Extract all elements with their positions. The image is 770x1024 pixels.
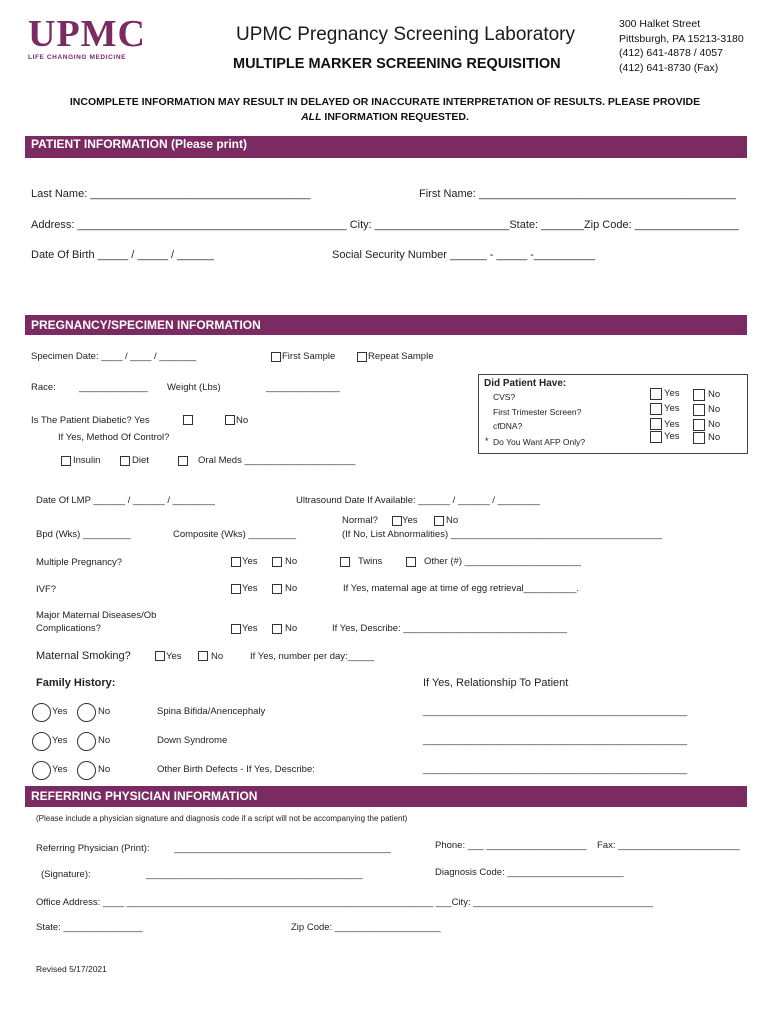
afp-only-label: Do You Want AFP Only? (493, 437, 586, 447)
logo-text: UPMC (28, 13, 146, 55)
physician-print-field[interactable]: _________________________________________ (174, 843, 391, 854)
major-diseases-yes-label: Yes (242, 623, 258, 634)
physician-info-heading: REFERRING PHYSICIAN INFORMATION (25, 786, 747, 807)
cvs-yes-checkbox[interactable] (650, 388, 662, 400)
down-syndrome-no-radio[interactable] (77, 732, 96, 751)
insulin-checkbox[interactable] (61, 456, 71, 466)
other-defects-yes-radio[interactable] (32, 761, 51, 780)
spina-bifida-no-label: No (98, 706, 111, 717)
down-syndrome-relationship-field[interactable]: __________________________________________________ (423, 735, 688, 746)
cfdna-yes-checkbox[interactable] (650, 418, 662, 430)
first-sample-checkbox[interactable] (271, 352, 281, 362)
composite-field[interactable]: Composite (Wks) _________ (173, 529, 297, 540)
major-diseases-no-checkbox[interactable] (272, 624, 282, 634)
smoking-yes-label: Yes (166, 651, 182, 662)
physician-fax-field[interactable]: Fax: _______________________ (597, 840, 740, 851)
major-diseases-no-label: No (285, 623, 298, 634)
cvs-no-label: No (708, 389, 721, 400)
ssn-field[interactable]: Social Security Number ______ - _____ -__________ (332, 249, 595, 261)
method-of-control-label: If Yes, Method Of Control? (58, 432, 170, 443)
notice-all-word: ALL (301, 111, 322, 123)
major-diseases-describe-field[interactable]: If Yes, Describe: _______________________________ (332, 623, 568, 634)
smoking-per-day-field[interactable]: If Yes, number per day:_____ (250, 651, 375, 662)
repeat-sample-label: Repeat Sample (368, 351, 434, 362)
multiple-pregnancy-label: Multiple Pregnancy? (36, 557, 123, 568)
first-trimester-no-label: No (708, 404, 721, 415)
afp-yes-label: Yes (664, 431, 680, 442)
diabetic-no-label: No (236, 415, 249, 426)
down-syndrome-no-label: No (98, 735, 111, 746)
egg-retrieval-age-field[interactable]: If Yes, maternal age at time of egg retrieval__________. (343, 583, 580, 594)
major-diseases-yes-checkbox[interactable] (231, 624, 241, 634)
upmc-logo (28, 13, 146, 61)
maternal-smoking-label: Maternal Smoking? (36, 650, 131, 662)
lab-address (619, 17, 744, 75)
multiple-yes-checkbox[interactable] (231, 557, 241, 567)
race-field[interactable]: _____________ (79, 382, 148, 393)
cvs-no-checkbox[interactable] (693, 389, 705, 401)
bpd-field[interactable]: Bpd (Wks) _________ (36, 529, 131, 540)
down-syndrome-label: Down Syndrome (157, 735, 228, 746)
smoking-no-checkbox[interactable] (198, 651, 208, 661)
notice (40, 95, 730, 125)
first-sample-label: First Sample (282, 351, 336, 362)
down-syndrome-yes-radio[interactable] (32, 732, 51, 751)
oral-meds-checkbox[interactable] (178, 456, 188, 466)
address-city: Pittsburgh, PA 15213-3180 (619, 32, 744, 45)
insulin-label: Insulin (73, 455, 101, 466)
afp-no-checkbox[interactable] (693, 432, 705, 444)
diet-label: Diet (132, 455, 149, 466)
cfdna-no-label: No (708, 419, 721, 430)
first-trimester-no-checkbox[interactable] (693, 404, 705, 416)
normal-no-checkbox[interactable] (434, 516, 444, 526)
normal-yes-checkbox[interactable] (392, 516, 402, 526)
weight-field[interactable]: ______________ (266, 382, 340, 393)
notice-line2 (40, 110, 730, 125)
smoking-no-label: No (211, 651, 224, 662)
spina-bifida-relationship-field[interactable]: __________________________________________________ (423, 706, 688, 717)
spina-bifida-label: Spina Bifida/Anencephaly (157, 706, 266, 717)
diagnosis-code-field[interactable]: Diagnosis Code: ______________________ (435, 867, 624, 878)
twins-label: Twins (358, 556, 383, 567)
diet-checkbox[interactable] (120, 456, 130, 466)
first-trimester-yes-label: Yes (664, 403, 680, 414)
oral-meds-field[interactable]: Oral Meds _____________________ (198, 455, 356, 466)
last-name-field[interactable]: Last Name: ____________________________________ (31, 188, 311, 200)
normal-yes-label: Yes (402, 515, 418, 526)
twins-checkbox[interactable] (340, 557, 350, 567)
cvs-yes-label: Yes (664, 388, 680, 399)
patient-info-heading: PATIENT INFORMATION (Please print) (25, 136, 747, 158)
other-defects-yes-label: Yes (52, 764, 68, 775)
abnormalities-field[interactable]: (If No, List Abnormalities) ________________________________________ (342, 529, 663, 540)
normal-no-label: No (446, 515, 459, 526)
other-defects-label: Other Birth Defects - If Yes, Describe: (157, 764, 315, 775)
relationship-label: If Yes, Relationship To Patient (423, 677, 569, 689)
multiple-yes-label: Yes (242, 556, 258, 567)
other-count-checkbox[interactable] (406, 557, 416, 567)
down-syndrome-yes-label: Yes (52, 735, 68, 746)
address-street: 300 Halket Street (619, 18, 701, 30)
race-label: Race: (31, 382, 56, 393)
address-fax: (412) 641-8730 (Fax) (619, 61, 719, 74)
spina-bifida-yes-radio[interactable] (32, 703, 51, 722)
physician-zip-field[interactable]: Zip Code: ____________________ (291, 922, 441, 933)
ivf-no-checkbox[interactable] (272, 584, 282, 594)
afp-no-label: No (708, 432, 721, 443)
diabetic-yes-checkbox[interactable] (183, 415, 193, 425)
diabetic-no-checkbox[interactable] (225, 415, 235, 425)
signature-label: (Signature): (41, 869, 91, 880)
multiple-no-label: No (285, 556, 298, 567)
spina-bifida-yes-label: Yes (52, 706, 68, 717)
specimen-date-field[interactable]: Specimen Date: ____ / ____ / _______ (31, 351, 197, 362)
address-phone: (412) 641-4878 / 4057 (619, 47, 723, 59)
other-count-field[interactable]: Other (#) ______________________ (424, 556, 581, 567)
notice-line1: INCOMPLETE INFORMATION MAY RESULT IN DELAYED OR INACCURATE INTERPRETATION OF RESULTS. PLEASE PROVIDE (69, 96, 701, 108)
smoking-yes-checkbox[interactable] (155, 651, 165, 661)
signature-field[interactable]: _________________________________________ (146, 869, 363, 880)
revised-date: Revised 5/17/2021 (36, 964, 107, 974)
form-title: MULTIPLE MARKER SCREENING REQUISITION (233, 56, 561, 72)
family-history-label: Family History: (36, 677, 116, 689)
first-trimester-yes-checkbox[interactable] (650, 403, 662, 415)
diabetic-label: Is The Patient Diabetic? Yes (31, 415, 150, 426)
first-name-field[interactable]: First Name: __________________________________________ (419, 188, 736, 200)
physician-print-label: Referring Physician (Print): (36, 843, 150, 854)
repeat-sample-checkbox[interactable] (357, 352, 367, 362)
ivf-yes-checkbox[interactable] (231, 584, 241, 594)
notice-line2-rest: INFORMATION REQUESTED. (321, 111, 469, 123)
cfdna-no-checkbox[interactable] (693, 419, 705, 431)
address-field[interactable]: Address: ____________________________________________ City: ______________________State: _______Zip Code: _________________ (31, 219, 739, 231)
other-defects-no-label: No (98, 764, 111, 775)
dob-field[interactable]: Date Of Birth _____ / _____ / ______ (31, 249, 214, 261)
pregnancy-info-heading: PREGNANCY/SPECIMEN INFORMATION (25, 315, 747, 335)
major-diseases-label-line2: Complications? (36, 623, 101, 634)
afp-mark: * (485, 436, 489, 446)
lab-title: UPMC Pregnancy Screening Laboratory (236, 24, 576, 45)
cfdna-label: cfDNA? (493, 421, 523, 431)
physician-note: (Please include a physician signature and diagnosis code if a script will not be accompanying the patient) (36, 814, 408, 823)
ivf-yes-label: Yes (242, 583, 258, 594)
afp-yes-checkbox[interactable] (650, 431, 662, 443)
lmp-field[interactable]: Date Of LMP ______ / ______ / ________ (36, 495, 215, 506)
ultrasound-date-field[interactable]: Ultrasound Date If Available: ______ / ______ / ________ (296, 495, 540, 506)
first-trimester-label: First Trimester Screen? (493, 407, 582, 417)
multiple-no-checkbox[interactable] (272, 557, 282, 567)
ivf-no-label: No (285, 583, 298, 594)
other-defects-no-radio[interactable] (77, 761, 96, 780)
major-diseases-label-line1: Major Maternal Diseases/Ob (36, 610, 157, 621)
physician-phone-field[interactable]: Phone: ___ ___________________ (435, 840, 587, 851)
ivf-label: IVF? (36, 584, 57, 595)
normal-label: Normal? (342, 515, 378, 526)
did-patient-have-heading: Did Patient Have: (484, 378, 567, 389)
other-defects-relationship-field[interactable]: __________________________________________________ (423, 764, 688, 775)
cvs-label: CVS? (493, 392, 516, 402)
physician-state-field[interactable]: State: _______________ (36, 922, 143, 933)
cfdna-yes-label: Yes (664, 419, 680, 430)
weight-label: Weight (Lbs) (167, 382, 221, 393)
office-address-field[interactable]: Office Address: ____ __________________________________________________________ ___City: __________________________________ (36, 897, 653, 908)
spina-bifida-no-radio[interactable] (77, 703, 96, 722)
logo-tagline: LIFE CHANGING MEDICINE (28, 54, 127, 61)
